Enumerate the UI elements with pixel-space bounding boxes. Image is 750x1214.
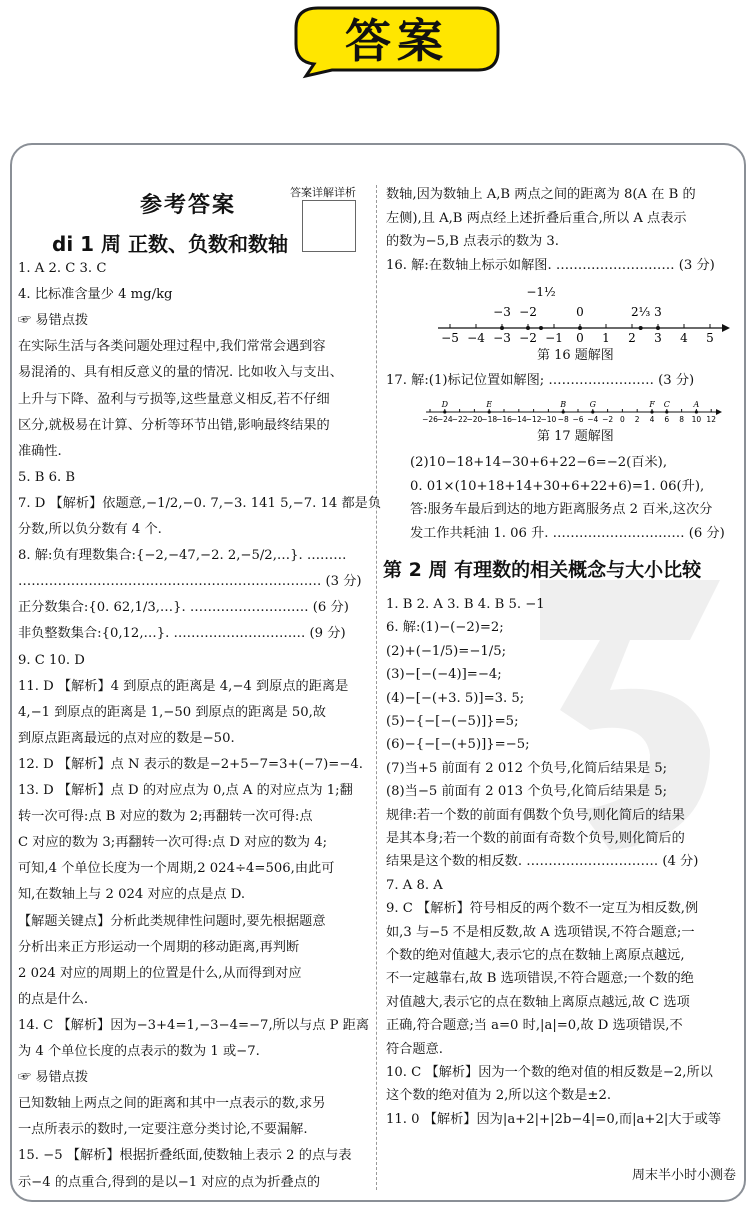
right-mid-line: 发工作共耗油 1. 06 升. ………………………… (6 分) bbox=[410, 525, 725, 541]
right-bottom-line: 10. C 【解析】因为一个数的绝对值的相反数是−2,所以 bbox=[386, 1065, 713, 1080]
fig17-tick-label: 6 bbox=[664, 415, 670, 424]
left-col-line: 12. D 【解析】点 N 表示的数是−2+5−7=3+(−7)=−4. bbox=[18, 756, 363, 772]
left-col-line: 转一次可得:点 B 对应的数为 2;再翻转一次可得:点 bbox=[18, 809, 313, 825]
left-col-line: 的点是什么. bbox=[18, 991, 89, 1007]
banner-title: 答案 bbox=[345, 14, 449, 68]
fig16-point bbox=[639, 326, 643, 330]
right-bottom-line: 如,3 与−5 不是相反数,故 A 选项错误,不符合题意;一 bbox=[386, 924, 695, 940]
fig17-tick-label: −2 bbox=[602, 415, 614, 424]
week2-heading: 第 2 周 有理数的相关概念与大小比较 bbox=[383, 559, 702, 581]
right-mid-line: 0. 01×(10+18+14+30+6+22+6)=1. 06(升), bbox=[410, 478, 705, 494]
fig16-tick-label: 0 bbox=[576, 331, 584, 345]
right-bottom-line: 11. 0 【解析】因为|a+2|+|2b−4|=0,而|a+2|大于或等 bbox=[386, 1111, 722, 1127]
right-bottom-line: (7)当+5 前面有 2 012 个负号,化简后结果是 5; bbox=[386, 760, 668, 776]
fig16-point bbox=[526, 326, 530, 330]
fig17-point bbox=[591, 410, 594, 413]
fig16-point-label: −3 bbox=[493, 305, 511, 319]
left-col-line: 11. D 【解析】4 到原点的距离是 4,−4 到原点的距离是 bbox=[18, 678, 349, 694]
fig16-point bbox=[578, 326, 582, 330]
left-col-line: 4. 比标准含量少 4 mg/kg bbox=[18, 287, 173, 303]
left-col-line: 一点所表示的数时,一定要注意分类讨论,不要漏解. bbox=[18, 1122, 308, 1138]
left-col-line: 13. D 【解析】点 D 的对应点为 0,点 A 的对应点为 1;翻 bbox=[18, 783, 353, 798]
fig17-tick-label: −12 bbox=[525, 415, 542, 424]
fig17-tick-label: −4 bbox=[587, 415, 599, 424]
left-col-line: 区分,就极易在计算、分析等环节出错,影响最终结果的 bbox=[18, 417, 330, 433]
right-bottom-line: 符合题意. bbox=[386, 1041, 443, 1057]
fig17-point-label: D bbox=[441, 400, 449, 409]
fig16-tick-label: −2 bbox=[519, 331, 537, 345]
fig17-tick-label: 4 bbox=[649, 415, 655, 424]
fig16-tick-label: −1 bbox=[545, 331, 563, 345]
fig17-point bbox=[562, 410, 565, 413]
fig16-point-label: 2⅓ bbox=[631, 305, 651, 319]
right-top-line: 数轴,因为数轴上 A,B 两点之间的距离为 8(A 在 B 的 bbox=[386, 187, 696, 202]
fig17-arrow bbox=[716, 409, 722, 415]
fig17-tick-label: 2 bbox=[634, 415, 640, 424]
page-subtitle: 答案详解详析 bbox=[290, 186, 356, 199]
fig17-tick-label: −16 bbox=[496, 415, 512, 424]
fig17-point bbox=[665, 410, 668, 413]
right-bottom-line: 1. B 2. A 3. B 4. B 5. −1 bbox=[386, 597, 545, 612]
left-col-line: 易混淆的、具有相反意义的量的情况. 比如收入与支出、 bbox=[18, 365, 343, 381]
right-bottom-line: (2)+(−1/5)=−1/5; bbox=[386, 643, 507, 659]
left-col-line: 4,−1 到原点的距离是 1,−50 到原点的距离是 50,故 bbox=[18, 704, 326, 720]
left-col-line: 示−4 的点重合,得到的是以−1 对应的点为折叠点的 bbox=[18, 1174, 321, 1190]
left-col-line: 14. C 【解析】因为−3+4=1,−3−4=−7,所以与点 P 距离 bbox=[18, 1017, 370, 1033]
fig16-point-label: 3 bbox=[654, 305, 662, 319]
fig17-point-label: B bbox=[560, 400, 567, 409]
left-col-line: 为 4 个单位长度的点表示的数为 1 或−7. bbox=[18, 1044, 260, 1059]
left-col-line: 上升与下降、盈利与亏损等,这些量意义相反,若不仔细 bbox=[18, 391, 330, 407]
answer-banner bbox=[292, 4, 502, 78]
right-bottom-line: 不一定越靠右,故 B 选项错误,不符合题意;一个数的绝 bbox=[386, 971, 694, 987]
left-col-line: 5. B 6. B bbox=[18, 469, 76, 485]
q17-line: 17. 解:(1)标记位置如解图; …………………… (3 分) bbox=[386, 373, 695, 388]
right-bottom-line: 对值越大,表示它的点在数轴上离原点越远,故 C 选项 bbox=[386, 994, 690, 1010]
fig17-point bbox=[443, 410, 446, 413]
left-col-line: 8. 解:负有理数集合:{−2,−47,−2. 2,−5/2,…}. ……… bbox=[18, 548, 347, 564]
right-bottom-line: (4)−[−(+3. 5)]=3. 5; bbox=[386, 690, 525, 706]
fig17-tick-label: −24 bbox=[436, 415, 453, 424]
fig17-point-label: A bbox=[693, 400, 700, 409]
left-col-line: 分析出来正方形运动一个周期的移动距离,再判断 bbox=[18, 939, 300, 955]
fig16-point-label: −1½ bbox=[526, 285, 556, 299]
fig16-tick-label: −3 bbox=[493, 331, 511, 345]
fig16-tick-label: 2 bbox=[628, 331, 636, 345]
left-col-line: 分数,所以负分数有 4 个. bbox=[18, 522, 162, 537]
left-col-line: 7. D 【解析】依题意,−1/2,−0. 7,−3. 141 5,−7. 14 都是负 bbox=[18, 495, 382, 511]
fig16-arrow bbox=[722, 324, 730, 332]
fig17-tick-label: −10 bbox=[540, 415, 557, 424]
right-bottom-line: 规律:若一个数的前面有偶数个负号,则化简后的结果 bbox=[386, 807, 685, 823]
fig17-tick-label: −14 bbox=[510, 415, 527, 424]
left-col-line: 正分数集合:{0. 62,1/3,…}. ……………………… (6 分) bbox=[18, 600, 349, 616]
right-top-line: 左侧),且 A,B 两点经上述折叠后重合,所以 A 点表示 bbox=[386, 210, 687, 226]
fig17-point bbox=[488, 410, 491, 413]
fig17-tick-label: 8 bbox=[679, 415, 684, 424]
right-bottom-line: 正确,符合题意;当 a=0 时,|a|=0,故 D 选项错误,不 bbox=[386, 1018, 683, 1034]
fig16-tick-label: 4 bbox=[680, 331, 688, 345]
right-bottom-line: 是其本身;若一个数的前面有奇数个负号,则化简后的 bbox=[386, 831, 685, 846]
fig17-tick-label: −22 bbox=[451, 415, 468, 424]
fig17-tick-label: −8 bbox=[557, 415, 569, 424]
right-bottom-line: 6. 解:(1)−(−2)=2; bbox=[386, 620, 504, 636]
fig16-point-label: −2 bbox=[519, 305, 537, 319]
left-col-line: 9. C 10. D bbox=[18, 652, 85, 668]
fig16-point bbox=[656, 326, 660, 330]
right-bottom-line: 这个数的绝对值为 2,所以这个数是±2. bbox=[386, 1088, 612, 1104]
fig17-point-label: G bbox=[589, 400, 596, 409]
right-bottom-line: 结果是这个数的相反数. ………………………… (4 分) bbox=[386, 854, 699, 870]
left-col-line: 可知,4 个单位长度为一个周期,2 024÷4=506,由此可 bbox=[18, 861, 335, 877]
page-title: 参考答案 bbox=[140, 193, 237, 218]
left-col-line: C 对应的数为 3;再翻转一次可得:点 D 对应的数为 4; bbox=[18, 835, 328, 851]
right-bottom-line: (6)−{−[−(+5)]}=−5; bbox=[386, 737, 530, 753]
right-bottom-line: (3)−[−(−4)]=−4; bbox=[386, 667, 502, 683]
fig17-caption: 第 17 题解图 bbox=[537, 429, 614, 444]
right-mid-line: (2)10−18+14−30+6+22−6=−2(百米), bbox=[410, 455, 668, 470]
fig17-tick-label: −18 bbox=[481, 415, 498, 424]
fig17-point bbox=[650, 410, 653, 413]
fig17-tick-label: −20 bbox=[466, 415, 483, 424]
fig16-tick-label: 3 bbox=[654, 331, 662, 345]
footer-label: 周末半小时小测卷 bbox=[631, 1168, 736, 1183]
fig17-tick-label: −26 bbox=[422, 415, 438, 424]
fig17-tick-label: 10 bbox=[691, 415, 702, 424]
fig16-point bbox=[500, 326, 504, 330]
left-col-line: …………………………………………………………… (3 分) bbox=[18, 574, 362, 590]
fig17-tick-label: 0 bbox=[620, 415, 625, 424]
left-col-line: 非负整数集合:{0,12,…}. ………………………… (9 分) bbox=[18, 626, 346, 642]
fig17-tick-label: −6 bbox=[572, 415, 584, 424]
fig16-tick-label: 1 bbox=[602, 331, 610, 345]
right-top-line: 16. 解:在数轴上标示如解图. ……………………… (3 分) bbox=[386, 257, 715, 273]
fig17-point bbox=[695, 410, 698, 413]
right-top-line: 的数为−5,B 点表示的数为 3. bbox=[386, 234, 559, 249]
right-bottom-line: 7. A 8. A bbox=[386, 877, 443, 893]
left-col-line: 知,在数轴上与 2 024 对应的点是点 D. bbox=[18, 887, 246, 903]
left-col-line: 已知数轴上两点之间的距离和其中一点表示的数,求另 bbox=[18, 1096, 326, 1112]
left-col-line: 到原点距离最远的点对应的数是−50. bbox=[18, 730, 235, 746]
left-col-line: 2 024 对应的周期上的位置是什么,从而得到对应 bbox=[18, 965, 302, 981]
fig16-point bbox=[539, 326, 543, 330]
number-line-fig16 bbox=[432, 284, 732, 344]
left-col-line: 15. −5 【解析】根据折叠纸面,使数轴上表示 2 的点与表 bbox=[18, 1148, 352, 1164]
fig17-point-label: E bbox=[486, 400, 493, 409]
fig16-tick-label: −5 bbox=[441, 331, 459, 345]
left-col-line: 准确性. bbox=[18, 443, 62, 459]
left-col-line: 在实际生活与各类问题处理过程中,我们常常会遇到容 bbox=[18, 339, 326, 355]
left-col-line: 【解题关键点】分析此类规律性问题时,要先根据题意 bbox=[18, 913, 326, 929]
left-col-line: ☞ 易错点拨 bbox=[18, 313, 89, 329]
fig16-caption: 第 16 题解图 bbox=[537, 348, 614, 363]
fig16-point-label: 0 bbox=[576, 305, 584, 319]
fig16-tick-label: 5 bbox=[706, 331, 714, 345]
fig16-tick-label: −4 bbox=[467, 331, 485, 345]
right-bottom-line: (5)−{−[−(−5)]}=5; bbox=[386, 714, 519, 729]
column-divider bbox=[376, 185, 377, 1190]
qr-code-box bbox=[302, 200, 356, 252]
left-col-line: 1. A 2. C 3. C bbox=[18, 261, 107, 276]
week1-heading: di 1 周 正数、负数和数轴 bbox=[52, 232, 288, 256]
right-bottom-line: 9. C 【解析】符号相反的两个数不一定互为相反数,例 bbox=[386, 901, 699, 917]
left-col-line: ☞ 易错点拨 bbox=[18, 1070, 89, 1086]
fig17-tick-label: 12 bbox=[706, 415, 716, 424]
fig17-point-label: F bbox=[649, 400, 655, 409]
right-mid-line: 答:服务车最后到达的地方距离服务点 2 百米,这次分 bbox=[410, 502, 713, 517]
right-bottom-line: 个数的绝对值越大,表示它的点在数轴上离原点越远, bbox=[386, 948, 685, 963]
fig17-point-label: C bbox=[663, 400, 670, 409]
right-bottom-line: (8)当−5 前面有 2 013 个负号,化简后结果是 5; bbox=[386, 784, 668, 800]
